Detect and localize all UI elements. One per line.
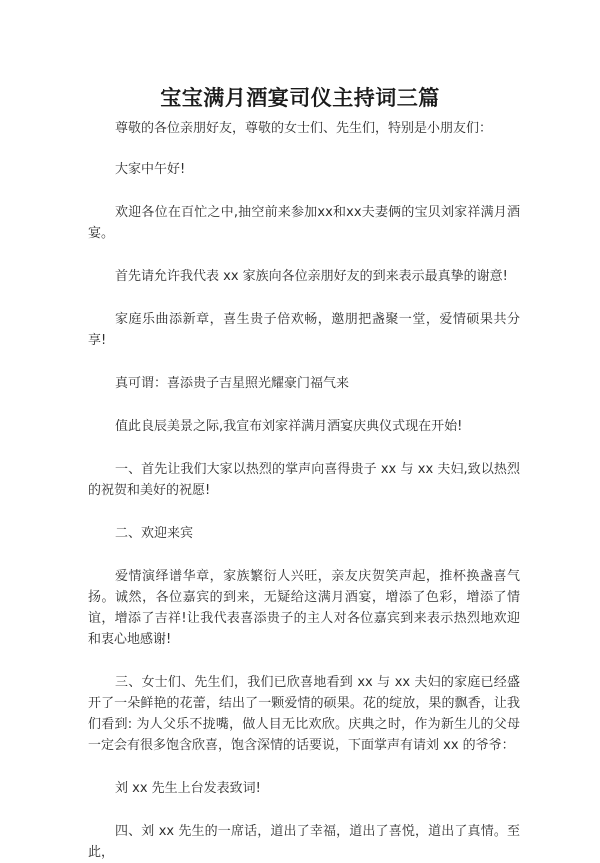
paragraph-section-two-body: 爱情演绎谱华章，家族繁衍人兴旺，亲友庆贺笑声起，推杯换盏喜气扬。诚然，各位嘉宾的到来，无疑给这满月酒宴，增添了色彩，增添了情谊，增添了吉祥!让我代表喜添贵子的主人对各位嘉宾到来表示热烈地欢迎和衷心地感谢! xyxy=(88,569,520,647)
paragraph-saying: 真可谓：喜添贵子吉星照光耀豪门福气来 xyxy=(115,376,350,391)
paragraph-invite-speech: 刘 xx 先生上台发表致词! xyxy=(115,781,261,796)
paragraph-welcome: 欢迎各位在百忙之中,抽空前来参加xx和xx夫妻俩的宝贝刘家祥满月酒宴。 xyxy=(88,205,520,241)
document-title: 宝宝满月酒宴司仪主持词三篇 xyxy=(160,86,440,110)
paragraph-announce: 值此良辰美景之际,我宣布刘家祥满月酒宴庆典仪式现在开始! xyxy=(115,419,463,434)
paragraph-section-one: 一、首先让我们大家以热烈的掌声向喜得贵子 xx 与 xx 夫妇,致以热烈的祝贺和美好的祝愿! xyxy=(88,462,520,498)
paragraph-good-noon: 大家中午好! xyxy=(115,162,186,177)
paragraph-thanks: 首先请允许我代表 xx 家族向各位亲朋好友的到来表示最真挚的谢意! xyxy=(115,269,508,284)
paragraph-family-song: 家庭乐曲添新章，喜生贵子倍欢畅，邀朋把盏聚一堂，爱情硕果共分享! xyxy=(88,312,520,348)
document-body xyxy=(88,118,520,863)
paragraph-section-three: 三、女士们、先生们，我们已欣喜地看到 xx 与 xx 夫妇的家庭已经盛开了一朵鲜艳的花蕾，结出了一颗爱情的硕果。花的绽放，果的飘香，让我们看到: 为人父乐不拢嘴，做人目无比欢欣。庆典之时，作为新生儿的父母一定会有很多饱含欣喜，饱含深情的话要说，下面掌声有请刘 xx 的爷爷： xyxy=(88,675,520,753)
paragraph-section-two-heading: 二、欢迎来宾 xyxy=(115,526,194,541)
paragraph-section-four: 四、刘 xx 先生的一席话，道出了幸福，道出了喜悦，道出了真情。至此， xyxy=(88,824,520,860)
paragraph-greeting: 尊敬的各位亲朋好友，尊敬的女士们、先生们，特别是小朋友们： xyxy=(115,121,493,136)
